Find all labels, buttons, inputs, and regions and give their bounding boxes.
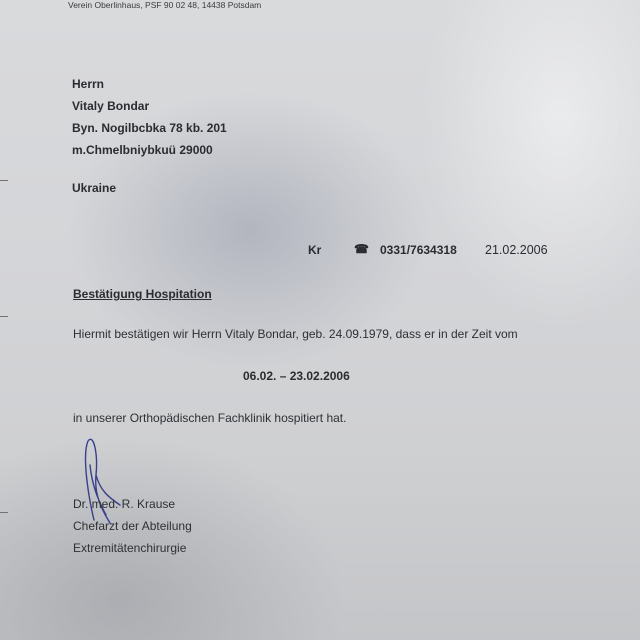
recipient-street: Byn. Nogilbcbka 78 kb. 201: [72, 121, 227, 135]
recipient-country: Ukraine: [72, 181, 117, 195]
body-line-2: in unserer Orthopädischen Fachklinik hospitiert hat.: [73, 411, 347, 425]
signatory-name: Dr. med. R. Krause: [73, 497, 176, 511]
hospitation-period: 06.02. – 23.02.2006: [243, 369, 350, 383]
recipient-city: m.Chmelbniybkuü 29000: [72, 143, 213, 157]
letter-subject: Bestätigung Hospitation: [73, 287, 212, 301]
signatory-department: Extremitätenchirurgie: [73, 541, 187, 555]
sender-line: Verein Oberlinhaus, PSF 90 02 48, 14438 Potsdam: [68, 0, 262, 10]
body-line-1: Hiermit bestätigen wir Herrn Vitaly Bondar, geb. 24.09.1979, dass er in der Zeit vom: [73, 327, 518, 341]
handwritten-signature: [80, 435, 150, 525]
signatory-position: Chefarzt der Abteilung: [73, 519, 192, 533]
recipient-name: Vitaly Bondar: [72, 99, 150, 113]
reference-phone: 0331/7634318: [380, 243, 457, 257]
letter-date: 21.02.2006: [485, 243, 548, 257]
telephone-icon: ☎: [354, 242, 369, 256]
fold-mark: [0, 180, 8, 181]
recipient-salutation: Herrn: [72, 77, 105, 91]
fold-mark: [0, 316, 8, 317]
fold-mark: [0, 512, 8, 513]
reference-initials: Kr: [308, 243, 322, 257]
